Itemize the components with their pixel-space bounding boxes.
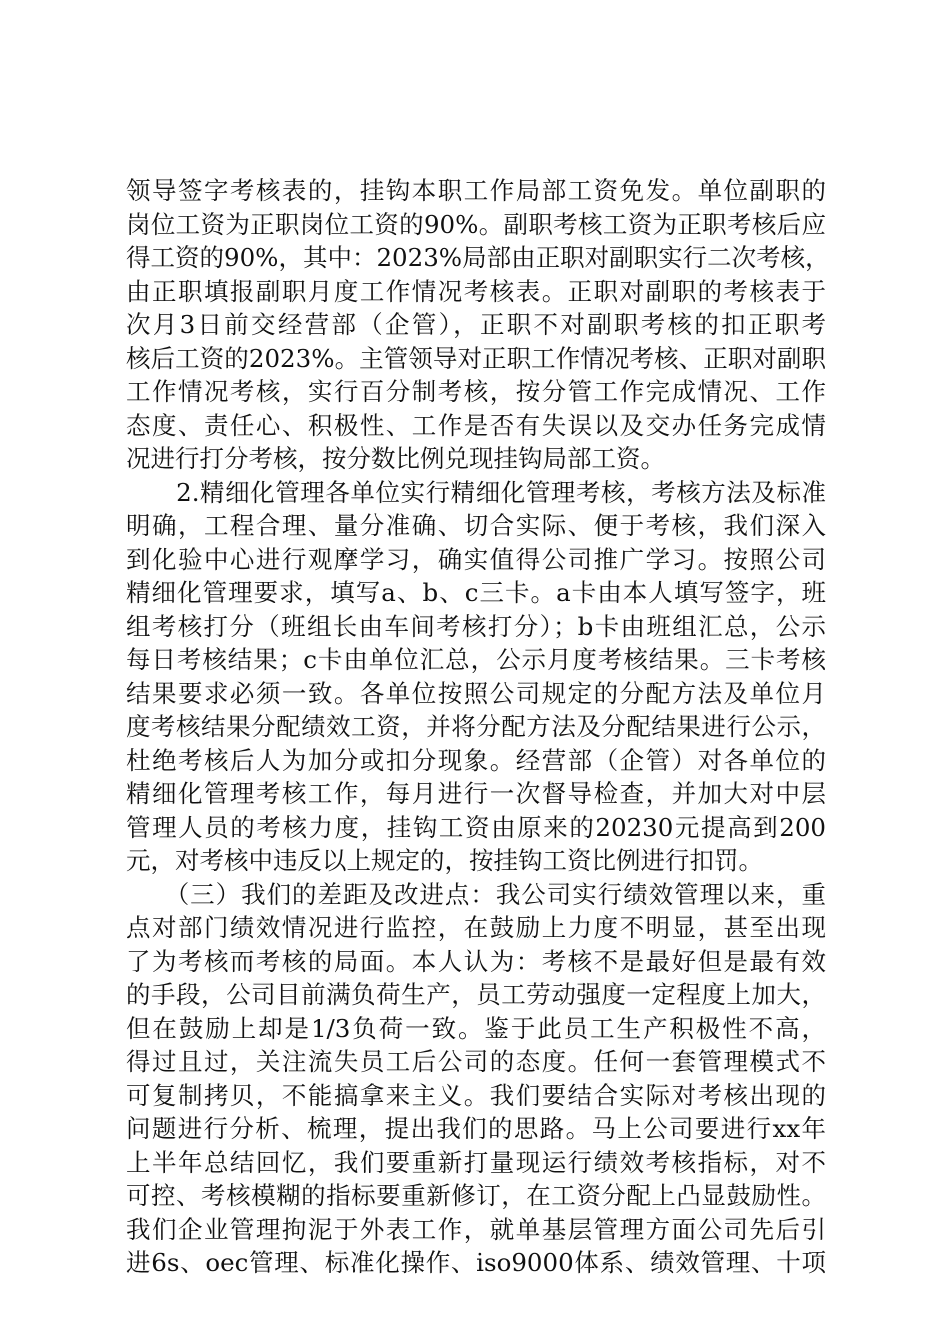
text-line: 进6s、oec管理、标准化操作、iso9000体系、绩效管理、十项 bbox=[126, 1248, 826, 1277]
text-line: 我们企业管理拘泥于外表工作，就单基层管理方面公司先后引 bbox=[126, 1214, 826, 1244]
text-line: 由正职填报副职月度工作情况考核表。正职对副职的考核表于 bbox=[126, 276, 826, 306]
text-line: （三）我们的差距及改进点：我公司实行绩效管理以来，重 bbox=[126, 879, 826, 909]
text-line: 精细化管理考核工作，每月进行一次督导检查，并加大对中层 bbox=[126, 779, 826, 808]
text-line: 度考核结果分配绩效工资，并将分配方法及分配结果进行公示， bbox=[126, 712, 826, 741]
text-line: 问题进行分析、梳理，提出我们的思路。马上公司要进行xx年 bbox=[126, 1114, 826, 1143]
text-line: 杜绝考核后人为加分或扣分现象。经营部（企管）对各单位的 bbox=[126, 745, 826, 775]
text-line: 上半年总结回忆，我们要重新打量现运行绩效考核指标，对不 bbox=[126, 1147, 826, 1177]
text-line: 可复制拷贝，不能搞拿来主义。我们要结合实际对考核出现的 bbox=[126, 1080, 826, 1110]
text-line: 到化验中心进行观摩学习，确实值得公司推广学习。按照公司 bbox=[126, 544, 826, 574]
text-line: 得工资的90%，其中：2023%局部由正职对副职实行二次考核， bbox=[126, 243, 830, 272]
text-line: 组考核打分（班组长由车间考核打分）；b卡由班组汇总，公示 bbox=[126, 611, 826, 641]
text-line: 2.精细化管理各单位实行精细化管理考核，考核方法及标准 bbox=[126, 477, 826, 507]
text-line: 次月3日前交经营部（企管），正职不对副职考核的扣正职考 bbox=[126, 310, 826, 339]
text-line: 工作情况考核，实行百分制考核，按分管工作完成情况、工作 bbox=[126, 377, 826, 406]
text-line: 明确，工程合理、量分准确、切合实际、便于考核，我们深入 bbox=[126, 511, 826, 540]
text-line: 但在鼓励上却是1/3负荷一致。鉴于此员工生产积极性不高， bbox=[126, 1013, 826, 1043]
document-body bbox=[126, 174, 830, 1280]
text-line: 了为考核而考核的局面。本人认为：考核不是最好但是最有效 bbox=[126, 946, 826, 976]
text-line: 领导签字考核表的，挂钩本职工作局部工资免发。单位副职的 bbox=[126, 176, 826, 205]
text-line: 每日考核结果；c卡由单位汇总，公示月度考核结果。三卡考核 bbox=[126, 645, 826, 674]
text-line: 结果要求必须一致。各单位按照公司规定的分配方法及单位月 bbox=[126, 678, 826, 708]
text-line: 的手段，公司目前满负荷生产，员工劳动强度一定程度上加大， bbox=[126, 980, 826, 1009]
text-line: 管理人员的考核力度，挂钩工资由原来的20230元提高到200 bbox=[126, 812, 826, 842]
text-line: 态度、责任心、积极性、工作是否有失误以及交办任务完成情 bbox=[126, 410, 826, 440]
text-line: 核后工资的2023%。主管领导对正职工作情况考核、正职对副职 bbox=[126, 343, 826, 373]
text-line: 得过且过，关注流失员工后公司的态度。任何一套管理模式不 bbox=[126, 1047, 826, 1076]
text-line: 况进行打分考核，按分数比例兑现挂钩局部工资。 bbox=[126, 444, 665, 473]
text-line: 可控、考核模糊的指标要重新修订，在工资分配上凸显鼓励性。 bbox=[126, 1181, 826, 1210]
text-line: 精细化管理要求，填写a、b、c三卡。a卡由本人填写签字，班 bbox=[126, 578, 826, 607]
text-line: 元，对考核中违反以上规定的，按挂钩工资比例进行扣罚。 bbox=[126, 846, 763, 875]
text-line: 岗位工资为正职岗位工资的90%。副职考核工资为正职考核后应 bbox=[126, 209, 826, 239]
text-line: 点对部门绩效情况进行监控，在鼓励上力度不明显，甚至出现 bbox=[126, 913, 826, 942]
